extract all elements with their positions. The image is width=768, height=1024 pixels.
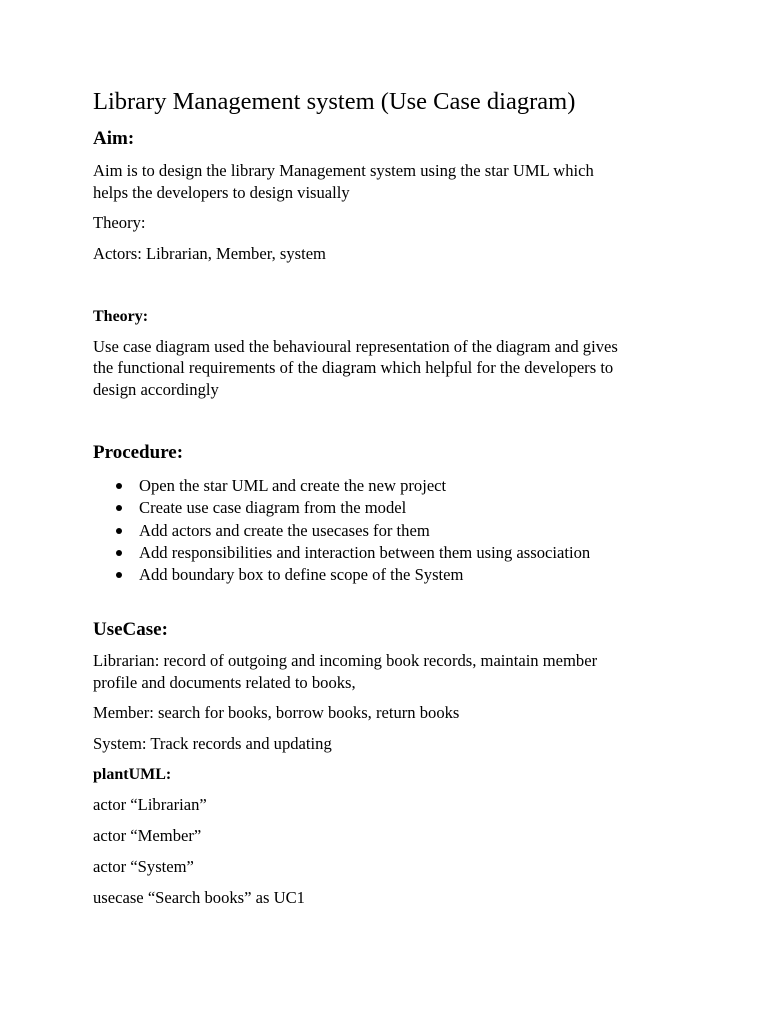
theory-text-line-2: the functional requirements of the diagram which helpful for the developers to — [93, 358, 614, 377]
procedure-step — [93, 564, 590, 586]
procedure-step-text: Open the star UML and create the new project — [139, 476, 447, 495]
theory-text-line-3: design accordingly — [93, 380, 219, 399]
procedure-step — [93, 497, 590, 519]
procedure-heading: Procedure: — [93, 442, 184, 463]
procedure-step-text: Create use case diagram from the model — [139, 498, 407, 518]
system-line: System: Track records and updating — [93, 734, 332, 753]
aim-text-line-1: Aim is to design the library Management system using the star UML which — [93, 161, 594, 180]
bullet-icon — [116, 550, 122, 556]
theory-heading: Theory: — [93, 308, 149, 325]
librarian-line-2: profile and documents related to books, — [93, 673, 356, 692]
bullet-icon — [116, 505, 122, 511]
aim-text-line-2: helps the developers to design visually — [93, 183, 350, 202]
procedure-step — [93, 542, 590, 564]
aim-heading: Aim: — [93, 128, 135, 149]
procedure-step — [93, 520, 590, 542]
theory-text-line-1: Use case diagram used the behavioural representation of the diagram and gives — [93, 337, 618, 356]
bullet-icon — [116, 483, 122, 489]
procedure-step-text: Add boundary box to define scope of the System — [139, 565, 464, 585]
plantuml-line: actor “Librarian” — [93, 795, 207, 814]
plantuml-line: actor “System” — [93, 857, 194, 876]
actors-line: Actors: Librarian, Member, system — [93, 244, 326, 263]
plantuml-heading: plantUML: — [93, 766, 172, 783]
plantuml-line: actor “Member” — [93, 826, 202, 845]
usecase-heading: UseCase: — [93, 619, 168, 640]
plantuml-line: usecase “Search books” as UC1 — [93, 888, 305, 907]
document-title: Library Management system (Use Case diagram) — [93, 88, 576, 115]
bullet-icon — [116, 528, 122, 534]
bullet-icon — [116, 572, 122, 578]
procedure-step-text: Add responsibilities and interaction between them using association — [139, 542, 591, 562]
procedure-list — [93, 475, 590, 586]
theory-label: Theory: — [93, 213, 146, 232]
procedure-step — [93, 475, 590, 497]
procedure-step-text: Add actors and create the usecases for them — [139, 520, 430, 540]
member-line: Member: search for books, borrow books, return books — [93, 703, 460, 722]
librarian-line-1: Librarian: record of outgoing and incoming book records, maintain member — [93, 651, 598, 670]
